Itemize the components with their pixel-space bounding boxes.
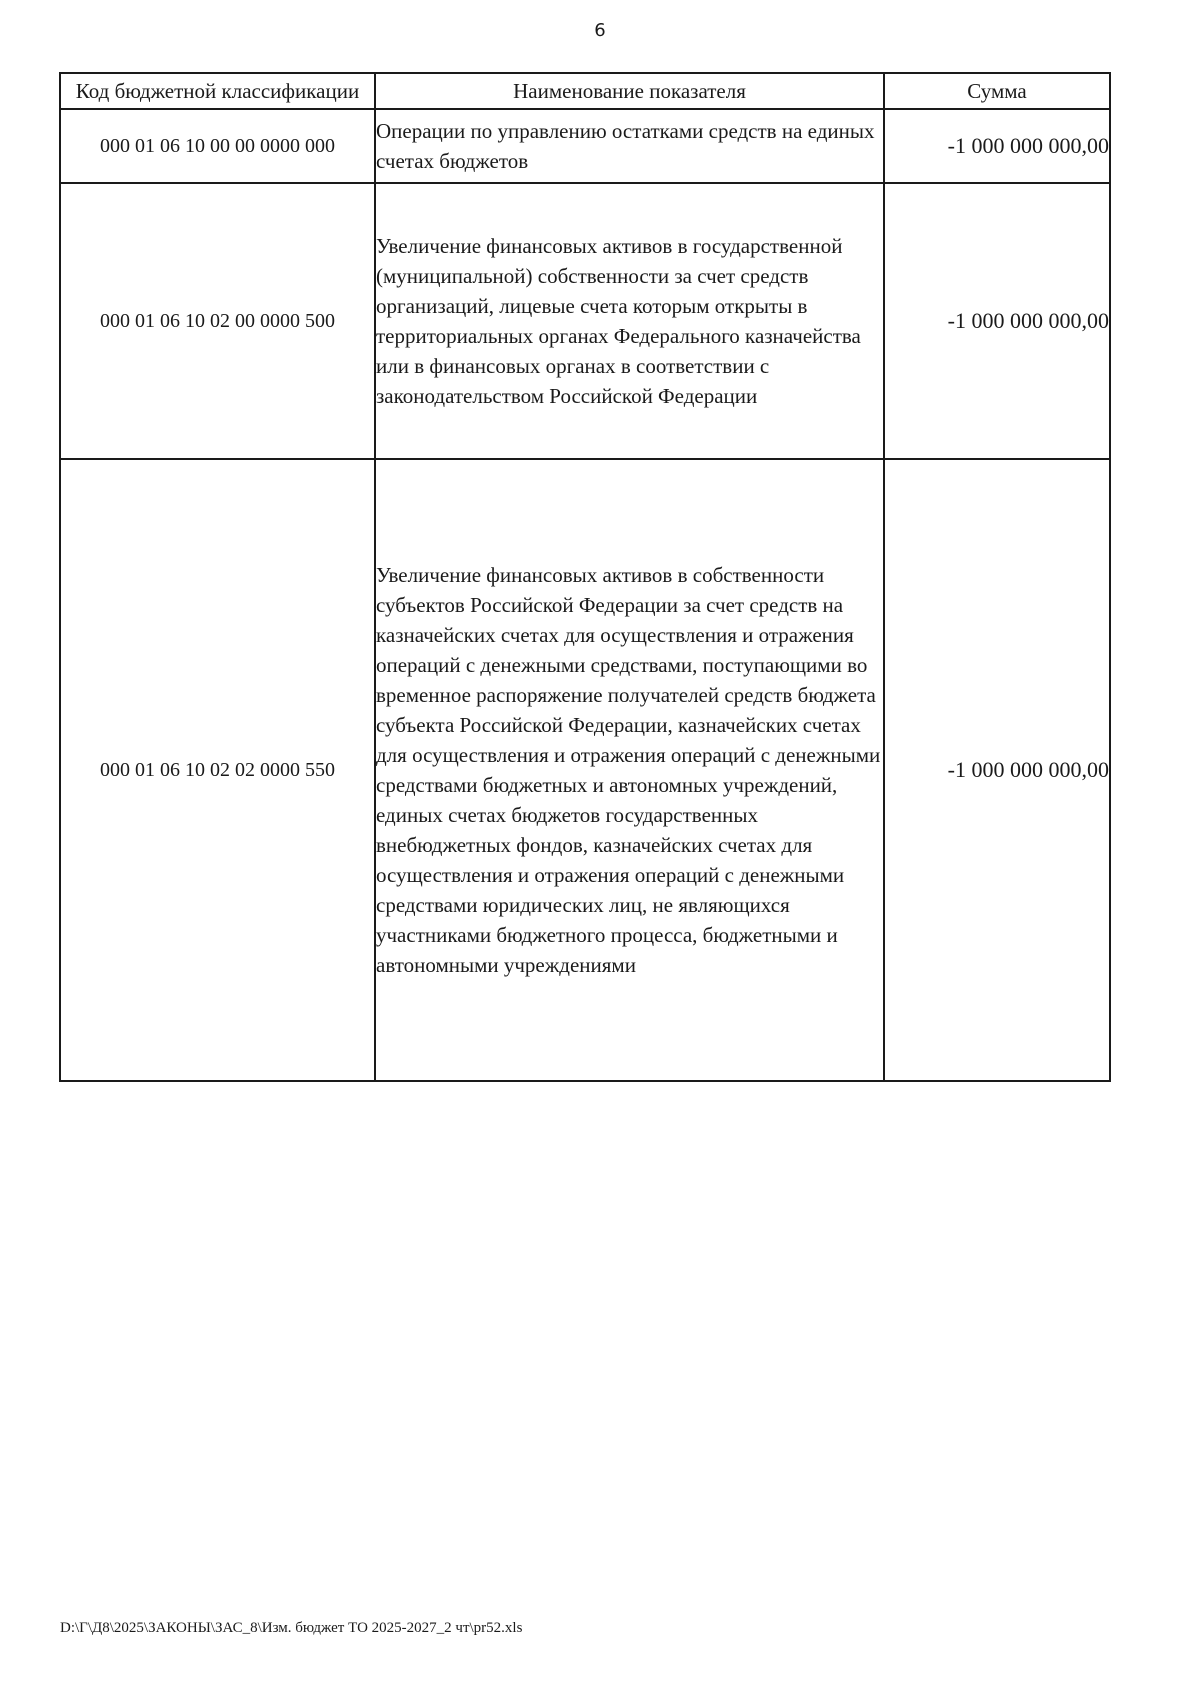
- row-name: Увеличение финансовых активов в собственности субъектов Российской Федерации за счет средств на казначейских счетах для осуществления и отражения операций с денежными средствами, поступающими во временное распоряжение получателей средств бюджета субъекта Российской Федерации, казначейских счетах для осуществления и отражения операций с денежными средствами бюджетных и автономных учреждений, единых счетах бюджетов государственных внебюджетных фондов, казначейских счетах для осуществления и отражения операций с денежными средствами юридических лиц, не являющихся участниками бюджетного процесса, бюджетными и автономными учреждениями: [375, 459, 884, 1081]
- table-row: [60, 183, 1110, 459]
- row-code: 000 01 06 10 02 00 0000 500: [60, 183, 375, 459]
- page-number: 6: [594, 20, 606, 41]
- row-code: 000 01 06 10 00 00 0000 000: [60, 109, 375, 183]
- header-name: Наименование показателя: [375, 73, 884, 109]
- budget-table: [59, 72, 1111, 1082]
- row-code: 000 01 06 10 02 02 0000 550: [60, 459, 375, 1081]
- table-row: [60, 459, 1110, 1081]
- row-name: Операции по управлению остатками средств на единых счетах бюджетов: [375, 109, 884, 183]
- footer-file-path: D:\Г\Д8\2025\ЗАКОНЫ\ЗАС_8\Изм. бюджет ТО 2025-2027_2 чт\pr52.xls: [60, 1620, 523, 1636]
- header-sum: Сумма: [884, 73, 1110, 109]
- row-sum: -1 000 000 000,00: [884, 459, 1110, 1081]
- table-row: [60, 109, 1110, 183]
- row-name: Увеличение финансовых активов в государственной (муниципальной) собственности за счет средств организаций, лицевые счета которым открыты в территориальных органах Федерального казначейства или в финансовых органах в соответствии с законодательством Российской Федерации: [375, 183, 884, 459]
- header-code: Код бюджетной классификации: [60, 73, 375, 109]
- table-header-row: [60, 73, 1110, 109]
- row-sum: -1 000 000 000,00: [884, 183, 1110, 459]
- row-sum: -1 000 000 000,00: [884, 109, 1110, 183]
